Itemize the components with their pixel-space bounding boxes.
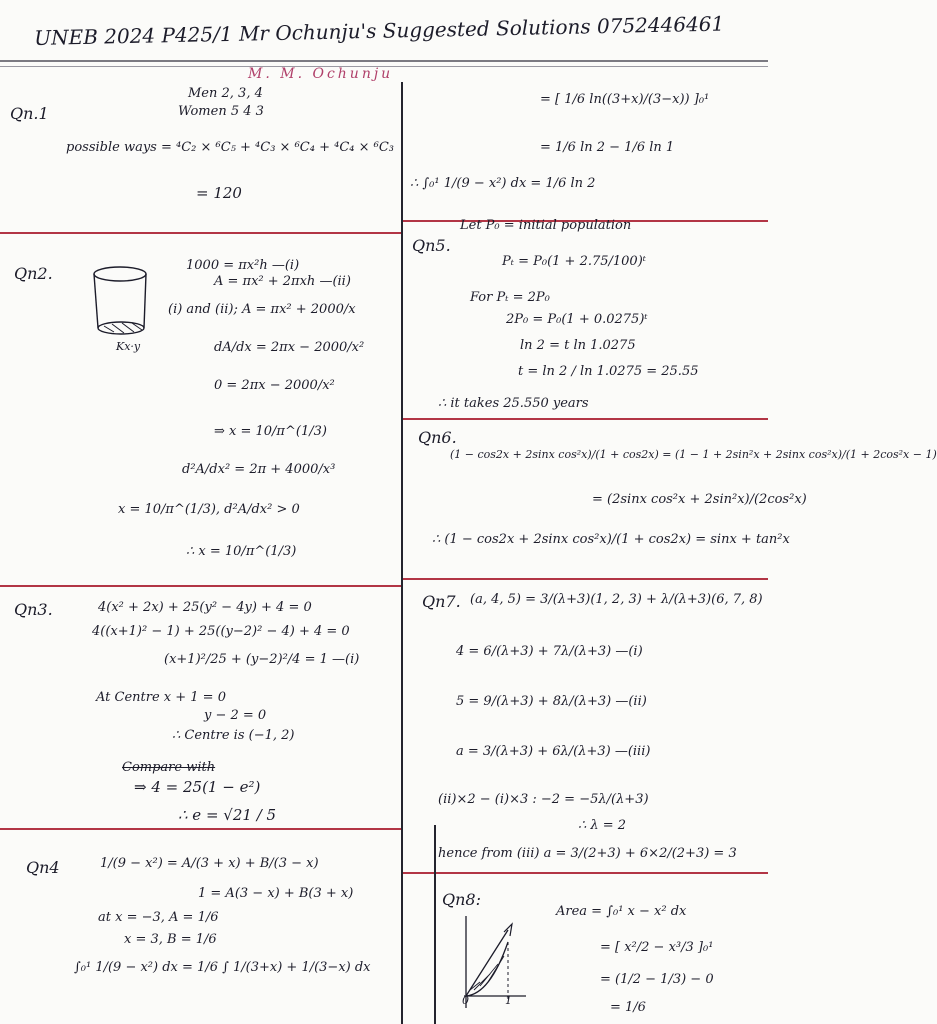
equation: y − 2 = 0 — [204, 708, 267, 723]
header-rule — [0, 60, 768, 62]
equation: ∴ e = √21 / 5 — [178, 806, 277, 824]
column-divider-lower — [434, 825, 436, 1024]
equation: 5 = 9/(λ+3) + 8λ/(λ+3) —(ii) — [456, 694, 647, 709]
equation: ∴ λ = 2 — [578, 818, 627, 833]
equation: 1000 = πx²h —(i) — [186, 258, 300, 273]
ways-expression: possible ways = ⁴C₂ × ⁶C₅ + ⁴C₃ × ⁶C₄ + ⁴C₄ × ⁶C₃ — [66, 140, 395, 155]
equation: 1/(9 − x²) = A/(3 + x) + B/(3 − x) — [100, 856, 319, 871]
question-label: Qn8: — [442, 890, 481, 909]
equation: = (2sinx cos²x + 2sin²x)/(2cos²x) — [592, 492, 807, 507]
section-divider-q2 — [0, 585, 401, 587]
equation: 2P₀ = P₀(1 + 0.0275)ᵗ — [506, 312, 648, 327]
equation: 4((x+1)² − 1) + 25((y−2)² − 4) + 4 = 0 — [92, 624, 350, 639]
diagram-label: Kx·y — [116, 340, 141, 353]
equation: ∴ x = 10/π^(1/3) — [186, 544, 297, 559]
cylinder-diagram — [86, 262, 156, 344]
equation: 1 = A(3 − x) + B(3 + x) — [198, 886, 354, 901]
equation: = (1/2 − 1/3) − 0 — [600, 972, 714, 987]
equation: = [ x²/2 − x³/3 ]₀¹ — [600, 940, 714, 955]
equation: 0 = 2πx − 2000/x² — [214, 378, 335, 393]
equation: Let P₀ = initial population — [460, 218, 632, 233]
equation: (ii)×2 − (i)×3 : −2 = −5λ/(λ+3) — [438, 792, 649, 807]
equation: ∴ it takes 25.550 years — [438, 396, 589, 411]
equation: ∴ Centre is (−1, 2) — [172, 728, 295, 743]
question-label: Qn.1 — [10, 104, 49, 123]
equation: (i) and (ii); A = πx² + 2000/x — [168, 302, 356, 317]
question-label: Qn5. — [412, 236, 451, 255]
author-mark: M. M. Ochunju — [248, 66, 394, 82]
equation: At Centre x + 1 = 0 — [96, 690, 226, 705]
section-divider-q1 — [0, 232, 401, 234]
axis-one-label: 1 — [505, 994, 512, 1007]
equation: (x+1)²/25 + (y−2)²/4 = 1 —(i) — [164, 652, 360, 667]
q1-result: = 120 — [196, 184, 242, 202]
section-divider-q7 — [403, 872, 768, 874]
section-divider-q5 — [403, 418, 768, 420]
equation: A = πx² + 2πxh —(ii) — [214, 274, 351, 289]
section-divider-q6 — [403, 578, 768, 580]
equation: dA/dx = 2πx − 2000/x² — [214, 340, 365, 355]
section-divider-q3 — [0, 828, 401, 830]
axis-origin-label: 0 — [462, 994, 469, 1007]
equation: t = ln 2 / ln 1.0275 = 25.55 — [518, 364, 699, 379]
equation: ∫₀¹ 1/(9 − x²) dx = 1/6 ∫ 1/(3+x) + 1/(3−x) dx — [74, 960, 371, 975]
men-values: Men 2, 3, 4 — [188, 86, 263, 101]
equation: at x = −3, A = 1/6 — [98, 910, 219, 925]
question-label: Qn6. — [418, 428, 457, 447]
equation: hence from (iii) a = 3/(2+3) + 6×2/(2+3) = 3 — [438, 846, 737, 861]
equation: x = 3, B = 1/6 — [124, 932, 217, 947]
equation: ⇒ 4 = 25(1 − e²) — [134, 778, 261, 796]
page-header: UNEB 2024 P425/1 Mr Ochunju's Suggested Solutions 0752446461 — [34, 11, 725, 50]
question-label: Qn3. — [14, 600, 53, 619]
equation: (1 − cos2x + 2sinx cos²x)/(1 + cos2x) = (1 − 1 + 2sin²x + 2sinx cos²x)/(1 + 2cos²x − 1) — [450, 448, 937, 461]
equation: ln 2 = t ln 1.0275 — [520, 338, 636, 353]
equation: = [ 1/6 ln((3+x)/(3−x)) ]₀¹ — [540, 92, 710, 107]
question-label: Qn2. — [14, 264, 53, 283]
column-divider — [401, 82, 403, 1024]
equation: 4(x² + 2x) + 25(y² − 4y) + 4 = 0 — [98, 600, 312, 615]
equation: ∴ ∫₀¹ 1/(9 − x²) dx = 1/6 ln 2 — [410, 176, 596, 191]
equation: Area = ∫₀¹ x − x² dx — [556, 904, 687, 919]
equation: For Pₜ = 2P₀ — [470, 290, 550, 305]
equation: ∴ (1 − cos2x + 2sinx cos²x)/(1 + cos2x) = sinx + tan²x — [432, 532, 790, 547]
question-label: Qn4 — [26, 858, 60, 877]
equation: 4 = 6/(λ+3) + 7λ/(λ+3) —(i) — [456, 644, 643, 659]
equation: x = 10/π^(1/3), d²A/dx² > 0 — [118, 502, 300, 517]
equation: = 1/6 ln 2 − 1/6 ln 1 — [540, 140, 675, 155]
equation: a = 3/(λ+3) + 6λ/(λ+3) —(iii) — [456, 744, 651, 759]
equation: d²A/dx² = 2π + 4000/x³ — [182, 462, 336, 477]
equation: ⇒ x = 10/π^(1/3) — [214, 424, 327, 439]
equation: Pₜ = P₀(1 + 2.75/100)ᵗ — [502, 254, 646, 269]
question-label: Qn7. — [422, 592, 461, 611]
women-values: Women 5 4 3 — [178, 104, 264, 119]
equation: = 1/6 — [610, 1000, 646, 1015]
equation: (a, 4, 5) = 3/(λ+3)(1, 2, 3) + λ/(λ+3)(6, 7, 8) — [470, 592, 763, 607]
struck-text: Compare with — [122, 760, 216, 775]
